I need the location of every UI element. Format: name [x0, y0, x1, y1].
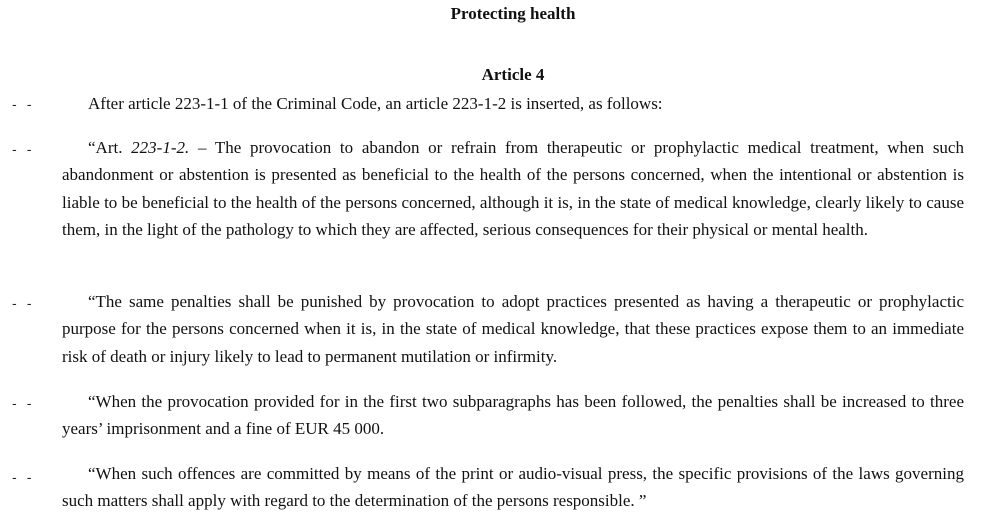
paragraph-5-text: “When such offences are committed by means of the print or audio-visual press, the specific provisions of the laws governing such matters shall apply with regard to the determination of the persons responsible. ” [62, 464, 964, 511]
article-title: Article 4 [481, 65, 545, 84]
paragraph-1-text: After article 223-1-1 of the Criminal Code, an article 223-1-2 is inserted, as follows: [88, 94, 663, 113]
paragraph-2-text: – The provocation to abandon or refrain from therapeutic or prophylactic medical treatment, when such abandonment or abstention is presented as beneficial to the health of the persons concerned, when the intentional or abstention is liable to be beneficial to the health of the persons concerned, although it is, in the state of medical knowledge, clearly likely to cause them, in the light of the pathology to which they are affected, serious consequences for their physical or mental health. [62, 138, 964, 240]
paragraph-3 [62, 288, 964, 370]
paragraph-2 [62, 134, 964, 244]
paragraph-marker: - - [12, 143, 35, 158]
paragraph-1 [62, 90, 964, 117]
paragraph-2-article-number: 223-1-2. [131, 138, 190, 157]
paragraph-4 [62, 388, 964, 443]
paragraph-3-text: “The same penalties shall be punished by provocation to adopt practices presented as having a therapeutic or prophylactic purpose for the persons concerned when it is, in the state of medical knowledge, that these practices expose them to an immediate risk of death or injury likely to lead to permanent mutilation or infirmity. [62, 292, 964, 366]
paragraph-marker: - - [12, 397, 35, 412]
paragraph-2-lead: “Art. [88, 138, 132, 157]
paragraph-marker: - - [12, 98, 35, 113]
paragraph-5 [62, 460, 964, 515]
section-title: Protecting health [450, 4, 576, 23]
paragraph-marker: - - [12, 471, 35, 486]
paragraph-marker: - - [12, 297, 35, 312]
paragraph-4-text: “When the provocation provided for in the first two subparagraphs has been followed, the penalties shall be increased to three years’ imprisonment and a fine of EUR 45 000. [62, 392, 964, 439]
